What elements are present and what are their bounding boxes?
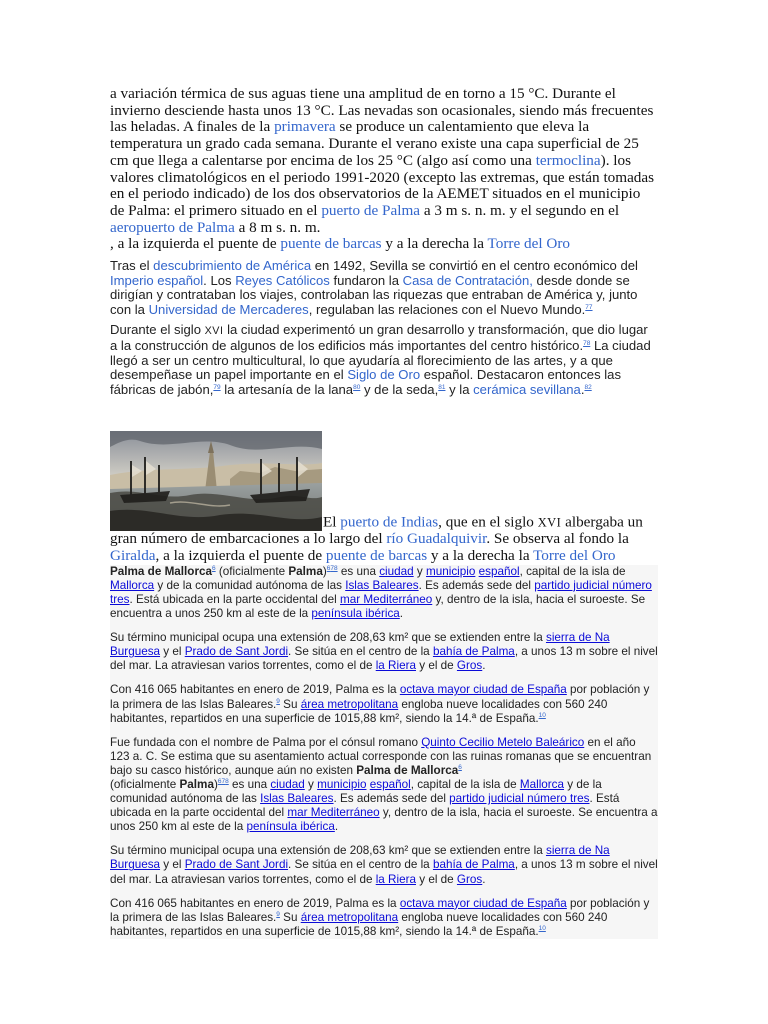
ref-link-10b[interactable]: 10 [538,924,546,932]
link-prado-de-sant-jordi[interactable]: Prado de Sant Jordi [184,645,289,659]
link-area-metropolitana[interactable]: área metropolitana [300,697,399,711]
link-casa-de-contratacion[interactable]: Casa de Contratación, [402,272,533,288]
link-termoclina[interactable]: termoclina [535,151,601,169]
termino-paragraph-2 [110,844,658,896]
text: albergaba un gran número de embarcaciones a lo largo del [110,513,643,548]
link-giralda[interactable]: Giralda [110,547,156,565]
text: Con 416 065 habitantes en enero de 2019, Palma es la [110,683,400,697]
text: Su [279,697,301,711]
link-quinto-cecilio[interactable]: Quinto Cecilio Metelo Baleárico [421,735,585,749]
text: a variación térmica de sus aguas tiene una amplitud de en torno a 15 °C. Durante el invierno desciende hasta unos 13 °C. Las nevadas son ocasionales, siendo más frecuentes las heladas. A finales de la [110,85,654,136]
palma-intro-paragraph: Palma de Mallorca$^6$ (oficialmente Palma)$^{678}$ es una ciudad y municipio español, capital de la isla de Mallorca y de la comunidad autónoma de las Islas Baleares. Es además sede del partido judicial número tres. Está ubicada en la parte occidental del mar Mediterráneo y, dentro de la isla, hacia el suroeste. Se encuentra a unos 250 km al este de la península ibérica. [110,564,652,621]
text: . [482,659,486,673]
references-6-7-8-2 [218,778,229,785]
link-partido-judicial-2[interactable]: partido judicial número tres [449,792,590,806]
text: y el [160,858,185,872]
text: , regulaban las relaciones con el Nuevo Mundo. [308,301,586,317]
link-gros-2[interactable]: Gros [456,872,483,886]
text: , capital de la isla de [410,778,520,791]
text: . [580,381,585,397]
link-siglo-de-oro[interactable]: Siglo de Oro [347,367,421,383]
ref-link-7b[interactable]: 7 [221,778,226,785]
link-islas-baleares[interactable]: Islas Baleares [345,578,419,592]
palma-bold: Palma [288,564,323,578]
palma-title-bold-2: Palma de Mallorca [356,763,459,777]
link-espanol-2[interactable]: español [369,778,411,791]
article-page [110,86,658,939]
link-octava-mayor-ciudad-2[interactable]: octava mayor ciudad de España [399,896,567,910]
text: fundaron la [329,272,403,288]
ref-link-6d[interactable]: 6 [217,778,222,785]
link-gros[interactable]: Gros [456,659,483,673]
text: en 1492, Sevilla se convirtió en el centro económico del [311,258,638,274]
habitantes-paragraph [110,683,658,735]
text: por población y la primera de las Islas Baleares. [110,683,650,711]
reference-6-2 [458,764,462,771]
caption-fragment [110,236,658,253]
century-numeral: XVI [537,515,562,530]
link-puerto-de-palma[interactable]: puerto de Palma [321,201,421,219]
link-ciudad-2[interactable]: ciudad [270,778,305,791]
termino-paragraph [110,631,658,683]
link-imperio-espanol[interactable]: Imperio español [110,272,204,288]
text: y de la comunidad autónoma de las [154,578,346,592]
text: (oficialmente [110,778,180,791]
palma-section [110,565,658,939]
text: . Está ubicada en la parte occidental del [129,592,340,606]
link-peninsula-iberica[interactable]: península ibérica [311,607,400,621]
text: desde donde se dirigían y contrataban los viajes, controlaban las riquezas que entraban de América y, junto con la [110,272,638,317]
ref-link-9[interactable]: 9 [276,697,280,705]
painting-port-of-seville-icon [110,431,322,531]
link-mar-mediterraneo-2[interactable]: mar Mediterráneo [287,806,380,820]
text: . Los [203,272,236,288]
text: ). los valores climatológicos en el periodo 1991-2020 (excepto las extremas, que están tomadas en el periodo indicado) de los dos observatorios de la AEMET situados en el municipio de Palma: el primero situado en el [110,151,655,219]
fundada-paragraph: Fue fundada con el nombre de Palma por el cónsul romano Quinto Cecilio Metelo Baleárico en el año 123 a. C. Se estima que su asentamiento actual corresponde con las ruinas romanas que se encuentran bajo su casco histórico, aunque aún no existen Palma de Mallorca$^6$ (oficialmente Palma)$^{678}$ es una ciudad y municipio español, capital de la isla de Mallorca y de la comunidad autónoma de las Islas Baleares. Es además sede del partido judicial número tres. Está ubicada en la parte occidental del mar Mediterráneo y, dentro de la isla, hacia el suroeste. Se encuentra a unos 250 km al este de la península ibérica. [110,735,658,834]
text: , a unos 13 m sobre el nivel del mar. La atraviesan varios torrentes, como el de [110,858,658,886]
ref-link-6b[interactable]: 6 [326,564,331,572]
text: Fue fundada con el nombre de Palma por el cónsul romano [110,735,422,749]
text: y a la derecha la [427,547,534,565]
ref-link-6[interactable]: 6 [212,564,216,572]
text: . [399,607,404,621]
ref-link-78[interactable]: 78 [583,340,591,347]
text: , a unos 13 m sobre el nivel del mar. La atraviesan varios torrentes, como el de [110,645,658,673]
text: . Está ubicada en la parte occidental del [110,792,620,820]
climate-paragraph [110,86,658,236]
text: y [413,564,426,578]
text: por población y la primera de las Islas Baleares. [110,896,650,924]
link-reyes-catolicos[interactable]: Reyes Católicos [235,272,330,288]
text: y a la derecha la [381,235,488,253]
text: . [334,820,339,834]
link-area-metropolitana-2[interactable]: área metropolitana [300,910,399,924]
reference-82 [584,384,591,391]
palma-bold-2: Palma [179,778,214,791]
ref-link-10[interactable]: 10 [538,711,546,719]
link-mar-mediterraneo[interactable]: mar Mediterráneo [340,592,433,606]
ref-link-77[interactable]: 77 [585,303,593,311]
reference-77 [585,304,592,311]
link-la-riera-2[interactable]: la Riera [375,872,416,886]
link-aeropuerto-de-palma[interactable]: aeropuerto de Palma [110,218,235,236]
link-espanol[interactable]: español [478,564,520,578]
link-municipio-2[interactable]: municipio [317,778,367,791]
ref-link-8[interactable]: 8 [333,564,338,572]
link-sierra-de-na-burguesa-2[interactable]: sierra de Na Burguesa [110,844,610,872]
ref-link-82[interactable]: 82 [584,383,592,391]
link-municipio[interactable]: municipio [426,564,476,578]
text: y la [445,381,474,397]
text: La ciudad llegó a ser un centro multicultural, lo que ayudaría al florecimiento de las artes, y a que desempeñase un papel importante en el [110,338,651,383]
link-puente-de-barcas-2[interactable]: puente de barcas [325,547,428,565]
link-bahia-de-palma[interactable]: bahía de Palma [432,645,515,659]
text: español. Destacaron entonces las fábricas de jabón, [110,367,622,397]
ref-link-80[interactable]: 80 [353,383,361,391]
text: , capital de la isla de [519,564,626,578]
link-ciudad[interactable]: ciudad [379,564,414,578]
text: y de la seda, [360,381,439,397]
text: . Se observa al fondo la [486,530,629,548]
habitantes-paragraph-2 [110,897,658,939]
link-octava-mayor-ciudad[interactable]: octava mayor ciudad de España [399,683,567,697]
image-caption-block [110,431,658,564]
text: . Se sitúa en el centro de la [288,858,433,872]
link-puente-de-barcas[interactable]: puente de barcas [280,235,382,253]
reference-10 [539,712,546,719]
text: y el [160,645,185,659]
text: y, dentro de la isla, hacia el suroeste. Se encuentra a unos 250 km al este de la [110,806,658,834]
text: y, dentro de la isla, hacia el suroeste. Se encuentra a unos 250 km al este de la [110,592,646,621]
text: . Es además sede del [418,578,535,592]
sevilla-paragraph-1 [110,259,658,317]
text: Con 416 065 habitantes en enero de 2019, Palma es la [110,896,400,910]
link-prado-de-sant-jordi-2[interactable]: Prado de Sant Jordi [184,858,289,872]
text: Su término municipal ocupa una extensión de 208,63 km² que se extienden entre la [110,631,546,645]
text: y el de [415,872,457,886]
painting-image [110,431,322,531]
link-bahia-de-palma-2[interactable]: bahía de Palma [432,858,515,872]
text: Durante el siglo [110,322,205,338]
link-mallorca-2[interactable]: Mallorca [519,778,565,791]
reference-10-2 [539,925,546,932]
link-universidad-de-mercaderes[interactable]: Universidad de Mercaderes [148,301,309,317]
text: engloba nueve localidades con 560 240 habitantes, repartidos en una superficie de 1015,88 km², siendo la 14.ª de España. [110,697,608,725]
link-puerto-de-indias[interactable]: puerto de Indias [340,513,439,531]
text: a 8 m s. n. m. [234,218,321,236]
text: es una [337,564,380,578]
text: es una [228,778,271,791]
text: la ciudad experimentó un gran desarrollo y transformación, que dio lugar a la construcción de algunos de los edificios más importantes del centro histórico. [110,322,648,353]
link-ceramica-sevillana[interactable]: cerámica sevillana [473,381,581,397]
text: Tras el [110,258,154,274]
link-partido-judicial[interactable]: partido judicial número tres [110,578,652,606]
text: , que en el siglo [438,513,538,531]
text: y de la comunidad autónoma de las [110,778,602,806]
text: . Es además sede del [333,792,450,806]
text: . Se sitúa en el centro de la [288,645,433,659]
century-numeral: XVI [204,325,224,338]
ref-link-6c[interactable]: 6 [458,763,462,771]
text: , a la izquierda el puente de [110,235,281,253]
ref-link-81[interactable]: 81 [438,383,446,391]
reference-79 [213,384,220,391]
link-mallorca[interactable]: Mallorca [110,578,155,592]
text: la artesanía de la lana [220,381,354,397]
link-rio-guadalquivir[interactable]: río Guadalquivir [386,530,487,548]
sevilla-paragraph-2 [110,323,658,397]
text: Su [279,910,301,924]
text: a 3 m s. n. m. y el segundo en el [420,201,620,219]
ref-link-9b[interactable]: 9 [276,910,280,918]
text: , a la izquierda el puente de [155,547,326,565]
text: El [323,513,341,531]
text: se produce un calentamiento que eleva la temperatura un grado cada semana. Durante el verano existe una capa superficial de 25 cm que llega a calentarse por encima de los 25 °C (algo así como una [110,118,639,169]
ref-link-7[interactable]: 7 [330,564,334,572]
ref-link-8b[interactable]: 8 [225,778,229,785]
text: y el de [415,659,457,673]
ref-link-79[interactable]: 79 [213,383,221,391]
link-peninsula-iberica-2[interactable]: península ibérica [246,820,335,834]
link-primavera[interactable]: primavera [274,118,336,136]
link-sierra-de-na-burguesa[interactable]: sierra de Na Burguesa [110,631,610,659]
link-islas-baleares-2[interactable]: Islas Baleares [260,792,334,806]
link-descubrimiento-de-america[interactable]: descubrimiento de América [153,258,312,274]
link-torre-del-oro-2[interactable]: Torre del Oro [533,547,616,565]
text: . [482,872,486,886]
text: y [304,778,318,791]
link-torre-del-oro[interactable]: Torre del Oro [487,235,570,253]
references-6-7-8 [327,565,338,572]
text: (oficialmente [215,564,289,578]
link-la-riera[interactable]: la Riera [375,659,416,673]
text: engloba nueve localidades con 560 240 habitantes, repartidos en una superficie de 1015,88 km², siendo la 14.ª de España. [110,910,608,938]
text: Su término municipal ocupa una extensión de 208,63 km² que se extienden entre la [110,844,546,858]
palma-title-bold: Palma de Mallorca [110,564,212,578]
text: en el año 123 a. C. Se estima que su asentamiento actual corresponde con las ruinas romanas que se encuentran bajo su casco histórico, aunque aún no existen [110,735,652,777]
